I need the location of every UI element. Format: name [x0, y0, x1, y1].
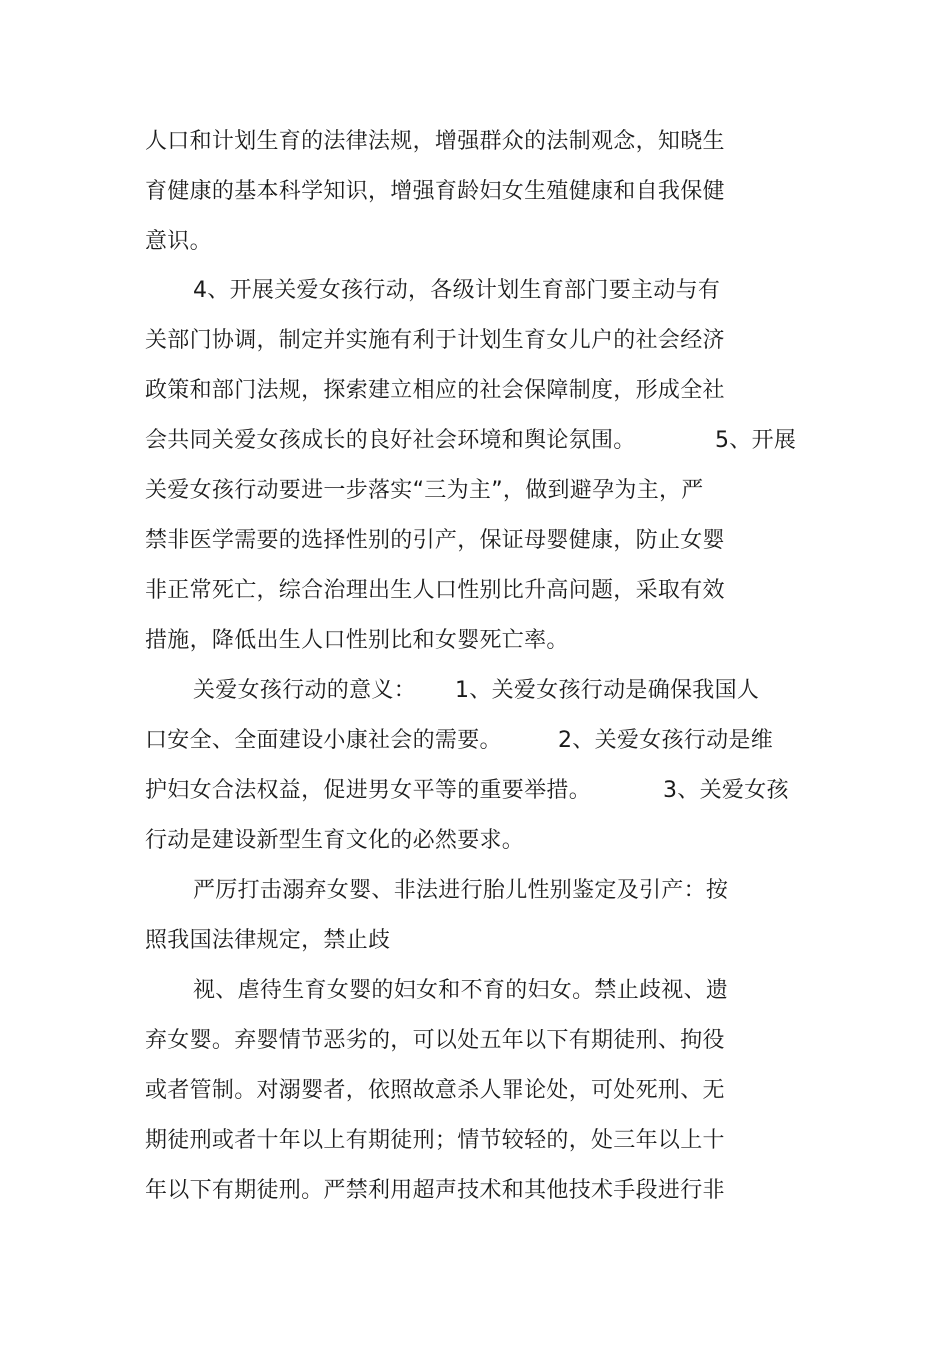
text-line: 关部门协调，制定并实施有利于计划生育女儿户的社会经济 [145, 328, 725, 353]
text-line: 会共同关爱女孩成长的良好社会环境和舆论氛围。 [145, 428, 636, 453]
text-line: 1、关爱女孩行动是确保我国人 [455, 678, 760, 703]
text-line: 人口和计划生育的法律法规，增强群众的法制观念，知晓生 [145, 129, 725, 154]
text-line: 禁非医学需要的选择性别的引产，保证母婴健康，防止女婴 [145, 528, 725, 553]
text-line: 口安全、全面建设小康社会的需要。 [145, 728, 502, 753]
text-line: 非正常死亡，综合治理出生人口性别比升高问题，采取有效 [145, 578, 725, 603]
text-line: 或者管制。对溺婴者，依照故意杀人罪论处，可处死刑、无 [145, 1078, 725, 1103]
text-line: 政策和部门法规，探索建立相应的社会保障制度，形成全社 [145, 378, 725, 403]
text-line: 期徒刑或者十年以上有期徒刑；情节较轻的，处三年以上十 [145, 1128, 725, 1153]
text-line: 育健康的基本科学知识，增强育龄妇女生殖健康和自我保健 [145, 179, 725, 204]
text-line: 护妇女合法权益，促进男女平等的重要举措。 [145, 778, 592, 803]
text-line: 照我国法律规定，禁止歧 [145, 928, 391, 953]
text-line: 5、开展 [715, 428, 797, 453]
text-line: 视、虐待生育女婴的妇女和不育的妇女。禁止歧视、遗 [193, 978, 729, 1003]
text-line: 年以下有期徒刑。严禁利用超声技术和其他技术手段进行非 [145, 1178, 725, 1203]
text-line: 措施，降低出生人口性别比和女婴死亡率。 [145, 628, 569, 653]
text-line: 3、关爱女孩 [663, 778, 789, 803]
text-line: 关爱女孩行动的意义： [193, 678, 417, 703]
text-line: 严厉打击溺弃女婴、非法进行胎儿性别鉴定及引产：按 [193, 878, 729, 903]
text-line: 意识。 [145, 229, 212, 254]
text-line: 2、关爱女孩行动是维 [558, 728, 773, 753]
text-line: 行动是建设新型生育文化的必然要求。 [145, 828, 525, 853]
text-line: 弃女婴。弃婴情节恶劣的，可以处五年以下有期徒刑、拘役 [145, 1028, 725, 1053]
text-line: 4、开展关爱女孩行动，各级计划生育部门要主动与有 [193, 278, 721, 303]
text-line: 关爱女孩行动要进一步落实“三为主”，做到避孕为主，严 [145, 478, 704, 503]
